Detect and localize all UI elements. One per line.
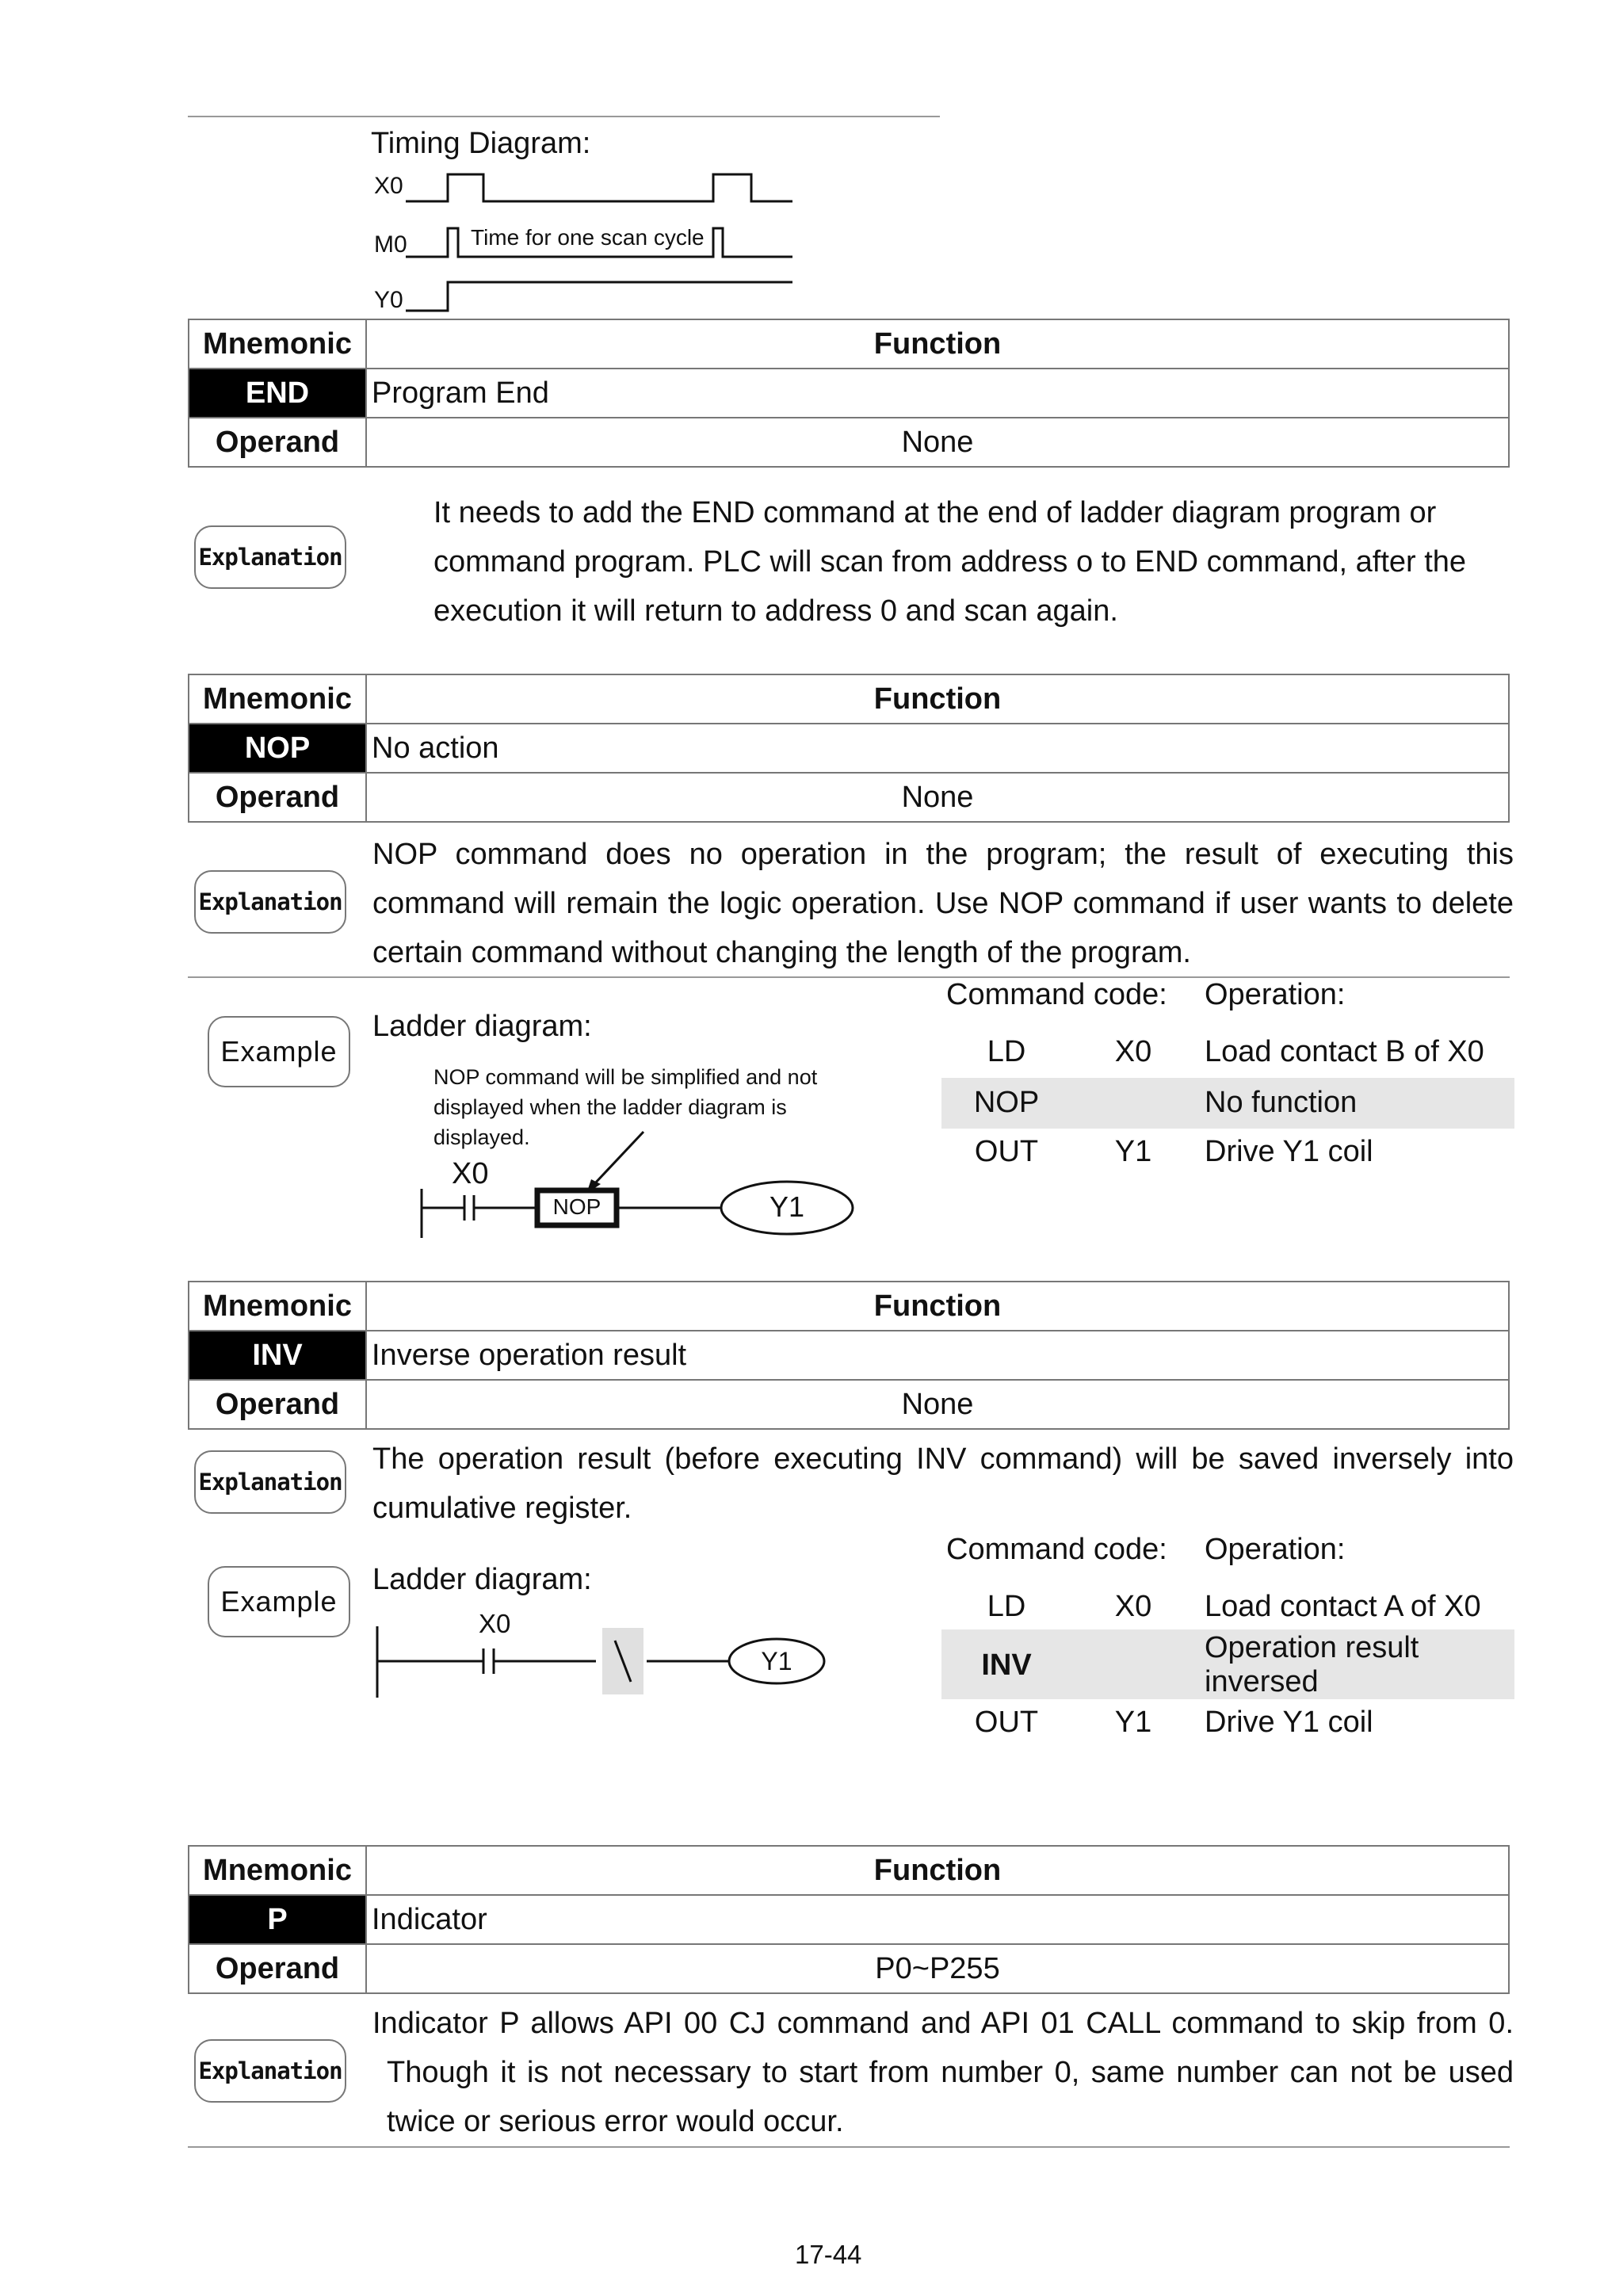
command-code-header: Command code: <box>946 1533 1167 1566</box>
signal-x0-label: X0 <box>374 173 403 199</box>
operand-end: None <box>366 418 1509 467</box>
scan-cycle-label: Time for one scan cycle <box>471 225 705 250</box>
timing-title: Timing Diagram: <box>371 127 591 160</box>
explanation-badge: Explanation <box>194 525 346 589</box>
explanation-line: command will remain the logic operation. Use NOP command if user wants to delete <box>372 887 1514 920</box>
nop-ladder-diagram <box>396 1110 872 1252</box>
operand-label: Operand <box>189 418 366 467</box>
nop-note: NOP command will be simplified and not displayed when the ladder diagram is displayed. <box>433 1065 818 1149</box>
command-code: LD <box>987 1590 1026 1623</box>
signal-m0-label: M0 <box>374 231 407 258</box>
mnemonic-nop: NOP <box>189 724 366 773</box>
operand-inv: None <box>366 1380 1509 1429</box>
explanation-line: certain command without changing the length of the program. <box>372 936 1191 969</box>
mnemonic-header: Mnemonic <box>189 674 366 724</box>
mnemonic-p: P <box>189 1895 366 1944</box>
operand-label: Operand <box>189 1944 366 1993</box>
end-table <box>188 319 1510 468</box>
ladder-label: Ladder diagram: <box>372 1563 592 1596</box>
command-operation: Drive Y1 coil <box>1205 1706 1373 1739</box>
command-operation: Load contact A of X0 <box>1205 1590 1481 1623</box>
ladder-label: Ladder diagram: <box>372 1010 592 1043</box>
function-end: Program End <box>366 369 1509 418</box>
explanation-line: execution it will return to address 0 and scan again. <box>433 594 1118 628</box>
coil-label: Y1 <box>769 1190 805 1223</box>
ladder-contact-label: X0 <box>452 1157 489 1190</box>
inv-explanation <box>372 1435 1514 1533</box>
ladder-contact-label: X0 <box>479 1609 511 1638</box>
explanation-line: It needs to add the END command at the end of ladder diagram program or <box>433 496 1437 529</box>
section-divider <box>188 2146 1510 2148</box>
command-arg: Y1 <box>1114 1706 1152 1739</box>
nop-box-label: NOP <box>552 1194 601 1219</box>
p-table <box>188 1845 1510 1994</box>
mnemonic-end: END <box>189 369 366 418</box>
explanation-line: NOP command does no operation in the program; the result of executing this <box>372 838 1514 871</box>
mnemonic-header: Mnemonic <box>189 1282 366 1331</box>
mnemonic-header: Mnemonic <box>189 1846 366 1895</box>
explanation-line: twice or serious error would occur. <box>387 2105 844 2138</box>
operand-label: Operand <box>189 1380 366 1429</box>
explanation-line: The operation result (before executing INV command) will be saved inversely into <box>372 1442 1514 1476</box>
command-operation: Drive Y1 coil <box>1205 1135 1373 1168</box>
command-code: LD <box>987 1035 1026 1068</box>
operand-label: Operand <box>189 773 366 822</box>
timing-diagram <box>0 0 872 333</box>
explanation-line: cumulative register. <box>372 1492 632 1525</box>
p-explanation <box>372 1999 1514 2146</box>
operation-header: Operation: <box>1205 1533 1346 1566</box>
command-code: OUT <box>974 1135 1039 1168</box>
function-header: Function <box>366 319 1509 369</box>
command-code: INV <box>981 1648 1032 1682</box>
y0-waveform <box>406 282 792 311</box>
x0-waveform <box>406 174 792 201</box>
command-arg: X0 <box>1114 1590 1152 1623</box>
command-arg: X0 <box>1114 1035 1152 1068</box>
explanation-badge: Explanation <box>194 2039 346 2103</box>
function-nop: No action <box>366 724 1509 773</box>
signal-y0-label: Y0 <box>374 287 403 313</box>
command-code-header: Command code: <box>946 978 1167 1011</box>
function-header: Function <box>366 1282 1509 1331</box>
explanation-line: Indicator P allows API 00 CJ command and API 01 CALL command to skip from 0. <box>372 2007 1514 2040</box>
function-p: Indicator <box>366 1895 1509 1944</box>
example-badge: Example <box>208 1566 350 1637</box>
operation-header: Operation: <box>1205 978 1346 1011</box>
function-header: Function <box>366 674 1509 724</box>
command-arg: Y1 <box>1114 1135 1152 1168</box>
nop-explanation <box>372 830 1514 977</box>
nop-table <box>188 674 1510 823</box>
note-arrow-line <box>593 1132 643 1186</box>
command-operation: Load contact B of X0 <box>1205 1035 1484 1068</box>
command-code: OUT <box>974 1706 1039 1739</box>
example-badge: Example <box>208 1016 350 1087</box>
page-number: 17-44 <box>795 2240 862 2269</box>
coil-label: Y1 <box>761 1647 792 1675</box>
inv-table <box>188 1281 1510 1430</box>
command-operation: Operation result inversed <box>1205 1631 1419 1698</box>
explanation-line: command program. PLC will scan from address o to END command, after the <box>433 545 1467 579</box>
function-inv: Inverse operation result <box>366 1331 1509 1380</box>
operand-nop: None <box>366 773 1509 822</box>
explanation-line: Though it is not necessary to start from number 0, same number can not be used <box>387 2056 1514 2089</box>
operand-p: P0~P255 <box>366 1944 1509 1993</box>
function-header: Function <box>366 1846 1509 1895</box>
explanation-badge: Explanation <box>194 1450 346 1514</box>
mnemonic-inv: INV <box>189 1331 366 1380</box>
end-explanation <box>433 488 1466 636</box>
command-code: NOP <box>973 1086 1040 1119</box>
explanation-badge: Explanation <box>194 870 346 934</box>
command-operation: No function <box>1205 1086 1358 1119</box>
mnemonic-header: Mnemonic <box>189 319 366 369</box>
